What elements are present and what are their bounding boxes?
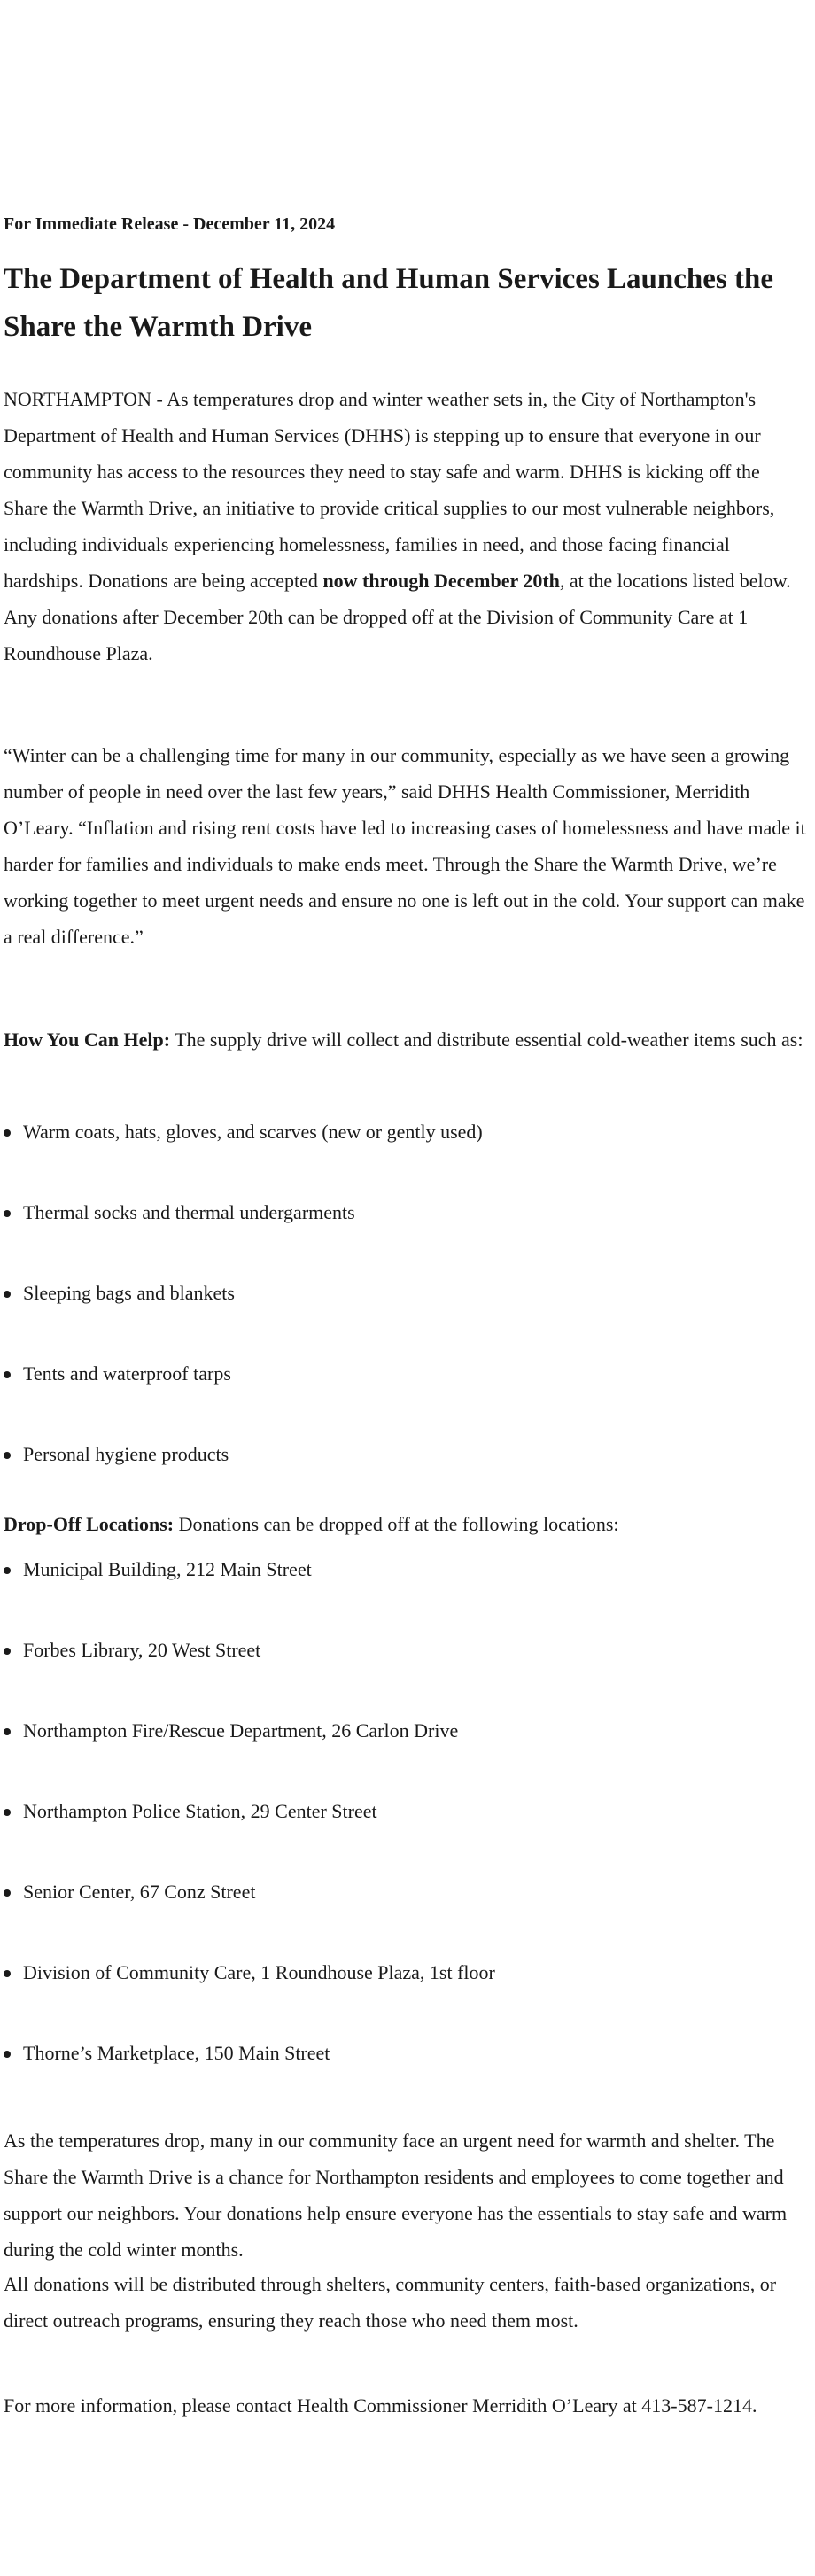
list-item xyxy=(4,1441,229,1468)
dropoff-label: Drop-Off Locations: xyxy=(4,1513,175,1535)
list-item-label: Forbes Library, 20 West Street xyxy=(23,1639,261,1661)
bullet-icon xyxy=(4,1129,11,1137)
intro-text-end: , at the locations listed below. Any donations after December 20th can be dropped off at the Division of Community Care at 1 Roundhouse Plaza. xyxy=(4,570,791,664)
list-item xyxy=(4,1556,312,1583)
release-dateline: For Immediate Release - December 11, 2024 xyxy=(4,214,336,234)
dropoff-text: Donations can be dropped off at the following locations: xyxy=(174,1513,619,1535)
list-item xyxy=(4,1879,255,1905)
help-paragraph xyxy=(4,1021,806,1058)
distribution-paragraph: All donations will be distributed through shelters, community centers, faith-based organizations, or direct outreach programs, ensuring they reach those who need them most. xyxy=(4,2273,777,2332)
bullet-icon xyxy=(4,1210,11,1217)
list-item xyxy=(4,1798,377,1825)
bullet-icon xyxy=(4,1889,11,1897)
intro-text-start: NORTHAMPTON - As temperatures drop and winter weather sets in, the City of Northampton's Department of Health and Human Services (DHHS) is stepping up to ensure that everyone in our community has access to the resources they need to stay safe and warm. DHHS is kicking off the Share the Warmth Drive, an initiative to provide critical supplies to our most vulnerable neighbors, including individuals experiencing homelessness, families in need, and those facing financial hardships. Donations are being accepted xyxy=(4,388,775,592)
list-item-label: Sleeping bags and blankets xyxy=(23,1282,235,1304)
list-item xyxy=(4,2040,330,2067)
list-item-label: Division of Community Care, 1 Roundhouse Plaza, 1st floor xyxy=(23,1961,495,1983)
bullet-icon xyxy=(4,1728,11,1735)
bullet-icon xyxy=(4,2051,11,2058)
help-text: The supply drive will collect and distribute essential cold-weather items such as: xyxy=(170,1028,803,1051)
bullet-icon xyxy=(4,1970,11,1977)
list-item-label: Senior Center, 67 Conz Street xyxy=(23,1881,256,1903)
list-item-label: Thorne’s Marketplace, 150 Main Street xyxy=(23,2042,330,2064)
list-item-label: Northampton Fire/Rescue Department, 26 Carlon Drive xyxy=(23,1719,459,1742)
intro-paragraph xyxy=(4,381,806,671)
bullet-icon xyxy=(4,1809,11,1816)
list-item-label: Municipal Building, 212 Main Street xyxy=(23,1558,312,1580)
list-item-label: Personal hygiene products xyxy=(23,1443,229,1465)
list-item xyxy=(4,1280,235,1307)
quote-paragraph: “Winter can be a challenging time for many in our community, especially as we have seen a growing number of people in need over the last few years,” said DHHS Health Commissioner, Merridith O’Leary. “Inflation and rising rent costs have led to increasing cases of homelessness and have made it harder for families and individuals to make ends meet. Through the Share the Warmth Drive, we’re working together to meet urgent needs and ensure no one is left out in the cold. Your support can make a real difference.” xyxy=(4,744,806,948)
bullet-icon xyxy=(4,1567,11,1574)
bullet-icon xyxy=(4,1648,11,1655)
list-item xyxy=(4,1361,231,1387)
list-item-label: Tents and waterproof tarps xyxy=(23,1362,231,1385)
list-item-label: Northampton Police Station, 29 Center Street xyxy=(23,1800,377,1822)
bullet-icon xyxy=(4,1291,11,1298)
list-item xyxy=(4,1119,483,1145)
bullet-icon xyxy=(4,1371,11,1378)
dropoff-paragraph xyxy=(4,1506,806,1542)
list-item-label: Warm coats, hats, gloves, and scarves (new or gently used) xyxy=(23,1121,483,1143)
page-title: The Department of Health and Human Services Launches the Share the Warmth Drive xyxy=(4,263,773,343)
list-item xyxy=(4,1718,458,1744)
intro-deadline: now through December 20th xyxy=(322,570,560,592)
closing-paragraph: As the temperatures drop, many in our community face an urgent need for warmth and shelter. The Share the Warmth Drive is a chance for Northampton residents and employees to come together and support our neighbors. Your donations help ensure everyone has the essentials to stay safe and warm during the cold winter months. xyxy=(4,2130,788,2261)
help-label: How You Can Help: xyxy=(4,1028,171,1051)
contact-paragraph: For more information, please contact Health Commissioner Merridith O’Leary at 413-587-1214. xyxy=(4,2394,757,2417)
list-item xyxy=(4,1637,260,1664)
list-item xyxy=(4,1959,495,1986)
list-item xyxy=(4,1199,355,1226)
bullet-icon xyxy=(4,1452,11,1459)
list-item-label: Thermal socks and thermal undergarments xyxy=(23,1201,355,1223)
